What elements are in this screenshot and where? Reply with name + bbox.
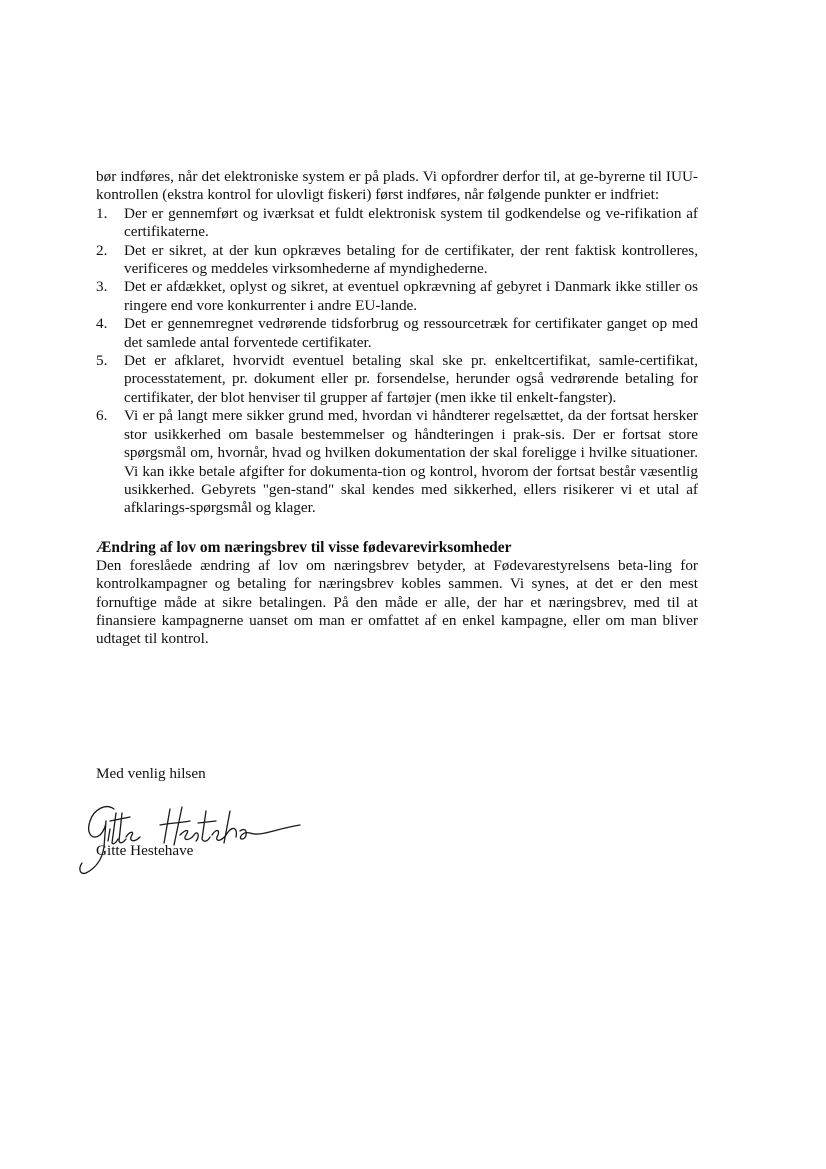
list-item-text: Det er sikret, at der kun opkræves betaling for de certifikater, der rent faktisk kontrolleres, verificeres og meddeles virksomhederne af myndighederne. [124,241,698,278]
list-item [96,205,698,242]
closing-block [96,765,206,783]
list-item-text: Der er gennemført og iværksat et fuldt elektronisk system til godkendelse og ve-rifikation af certifikaterne. [124,204,698,241]
list-item [96,407,698,517]
handwritten-signature [70,795,310,875]
list-item-text: Vi er på langt mere sikker grund med, hvordan vi håndterer regelsættet, da der fortsat hersker stor usikkerhed om basale bestemmelser og håndteringen i prak-sis. Der er fortsat store spørgsmål om, hvornår, hvad og hvilken dokumentation der skal foreligge i hvilke situationer. Vi kan ikke betale afgifter for dokumenta-tion og kontrol, hvorom der fortsat består væsentlig usikkerhed. Gebyrets "gen-stand" skal kendes med sikkerhed, ellers risikerer vi et utal af afklarings-spørgsmål og klager. [124,407,698,517]
signer-name: Gitte Hestehave [96,842,194,859]
list-item-number: 6. [96,407,108,425]
section-heading: Ændring af lov om næringsbrev til visse fødevarevirksomheder [96,538,512,556]
list-item-text: Det er gennemregnet vedrørende tidsforbrug og ressourcetræk for certifikater ganget op med det samlede antal forventede certifikater. [124,315,698,351]
list-item-number: 1. [96,204,108,222]
list-item-number: 4. [96,315,108,333]
section-paragraph: Den foreslåede ændring af lov om næringsbrev betyder, at Fødevarestyrelsens beta-ling for kontrolkampagner og betaling for næringsbrev kobles sammen. Vi synes, at det er den mest fornuftige måde at sikre betalingen. På den måde er alle, der har et næringsbrev, med til at finansiere kampagnerne uanset om man er omfattet af en enkel kampagne, eller om man bliver udtaget til kontrol. [96,556,698,648]
list-item [96,278,698,315]
list-item-text: Det er afklaret, hvorvidt eventuel betaling skal ske pr. enkeltcertifikat, samle-certifikat, processtatement, pr. dokument eller pr. forsendelse, herunder også vedrørende betaling for certifikater, der blot henviser til grupper af fartøjer (men ikke til enkelt-fangster). [124,352,698,406]
closing-greeting: Med venlig hilsen [96,765,206,782]
requirements-list [96,205,698,518]
list-item-text: Det er afdækket, oplyst og sikret, at eventuel opkrævning af gebyret i Danmark ikke stiller os ringere end vore konkurrenter i andre EU-lande. [124,278,698,314]
list-item-number: 2. [96,241,108,259]
intro-paragraph: bør indføres, når det elektroniske system er på plads. Vi opfordrer derfor til, at ge-byrerne til IUU-kontrollen (ekstra kontrol for ulovligt fiskeri) først indføres, når følgende punkter er indfriet: [96,168,698,204]
list-item [96,352,698,407]
list-item-number: 5. [96,352,108,370]
list-item [96,242,698,279]
list-item-number: 3. [96,278,108,296]
list-item [96,315,698,352]
letter-body [96,168,698,649]
